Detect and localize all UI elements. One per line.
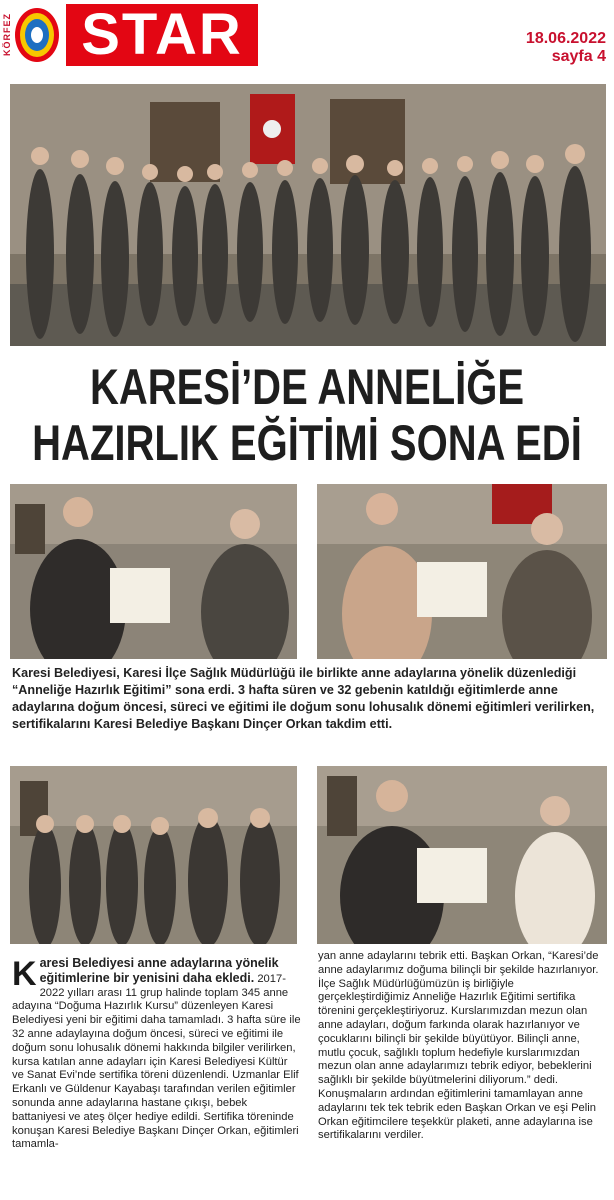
star-logo-emblem-icon bbox=[8, 4, 62, 66]
headline-line-1: KARESİ’DE ANNELİĞE bbox=[89, 360, 525, 415]
group-photo bbox=[10, 84, 606, 346]
body-intro: aresi Belediyesi anne adaylarına yönelik eğitimlerine bir yenisini daha ekledi. bbox=[39, 956, 279, 985]
trainers-photo bbox=[10, 766, 297, 944]
body-column-1 bbox=[12, 957, 302, 1152]
lead-paragraph: Karesi Belediyesi, Karesi İlçe Sağlık Müdürlüğü ile birlikte anne adaylarına yönelik düzenlediği “Anneliğe Hazırlık Eğitimi” sona erdi. 3 hafta süren ve 32 gebenin katıldığı eğitimlerde anne adaylarına doğum öncesi, süreci ve eğitimi ile doğum sonu lohusalık dönemi eğitimleri verilirken, sertifikalarını Karesi Belediye Başkanı Dinçer Orkan takdim etti. bbox=[12, 666, 595, 731]
newspaper-title: STAR bbox=[66, 4, 258, 66]
certificate-photo-1 bbox=[10, 484, 297, 659]
body-column-1-text: 2017-2022 yılları arası 11 grup halinde toplam 345 anne adayına “Doğuma Hazırlık Kursu” düzenleyen Karesi Belediyesi yeni bir eğitimi daha tamamladı. 3 hafta süre ile 32 anne adaylayına doğum öncesi, süreci ve eğitimi ile doğum sonu lohusalık dönemi hakkında bilgiler verilirken, kursa katılan anne adayları için Karesi Belediyesi Kültür ve Sanat Evi’nde sertifika töreni düzenlendi. Uzmanlar Elif Erkanlı ve Güldenur Kayabaşı tarafından verilen eğitimler sonunda anne adaylarına hastane çıkışı, bebek battaniyesi ve ateş ölçer hediye edildi. Sertifika töreninde konuşan Karesi Belediye Başkanı Dinçer Orkan, eğitimleri tamamla- bbox=[12, 972, 301, 1151]
headline-line-2: HAZIRLIK EĞİTİMİ SONA EDİ bbox=[32, 416, 582, 471]
drop-cap: K bbox=[12, 955, 37, 993]
korfez-side-label: KÖRFEZ bbox=[2, 13, 12, 57]
body-column-2: yan anne adaylarını tebrik etti. Başkan Orkan, “Karesi’de anne adaylarımız doğuma bilinçli bir şekilde hazırlanıyor. İlçe Sağlık Müdürlüğümüzün iş birliğiyle gerçekleştirdiğimiz Anneliğe Hazırlık Eğitimi sertifika törenini gerçekleştiriyoruz. Kurslarımızdan mezun olan anne adayları, doğum farkında olarak hazırlanıyor ve çocuklarını bilinçli bir şekilde büyütüyor. Bilinçli anne, mutlu çocuk, sağlıklı toplum hedefiyle kurslarımızdan mezun olan anne adaylarımızı tebrik ediyor, bebeklerini sağlıklı bir şekilde büyütmelerini diliyorum.” dedi. Konuşmaların ardından eğitimlerini tamamlayan anne adaylarını tek tek tebrik eden Başkan Orkan ve eşi Pelin Orkan eğitimcilere teşekkür plaketi, anne adaylarına ise sertifikalarını verdiler. bbox=[318, 950, 599, 1142]
page-number: sayfa 4 bbox=[551, 48, 606, 65]
mayor-certificate-photo bbox=[317, 766, 607, 944]
certificate-photo-2 bbox=[317, 484, 607, 659]
issue-date: 18.06.2022 bbox=[525, 30, 606, 47]
